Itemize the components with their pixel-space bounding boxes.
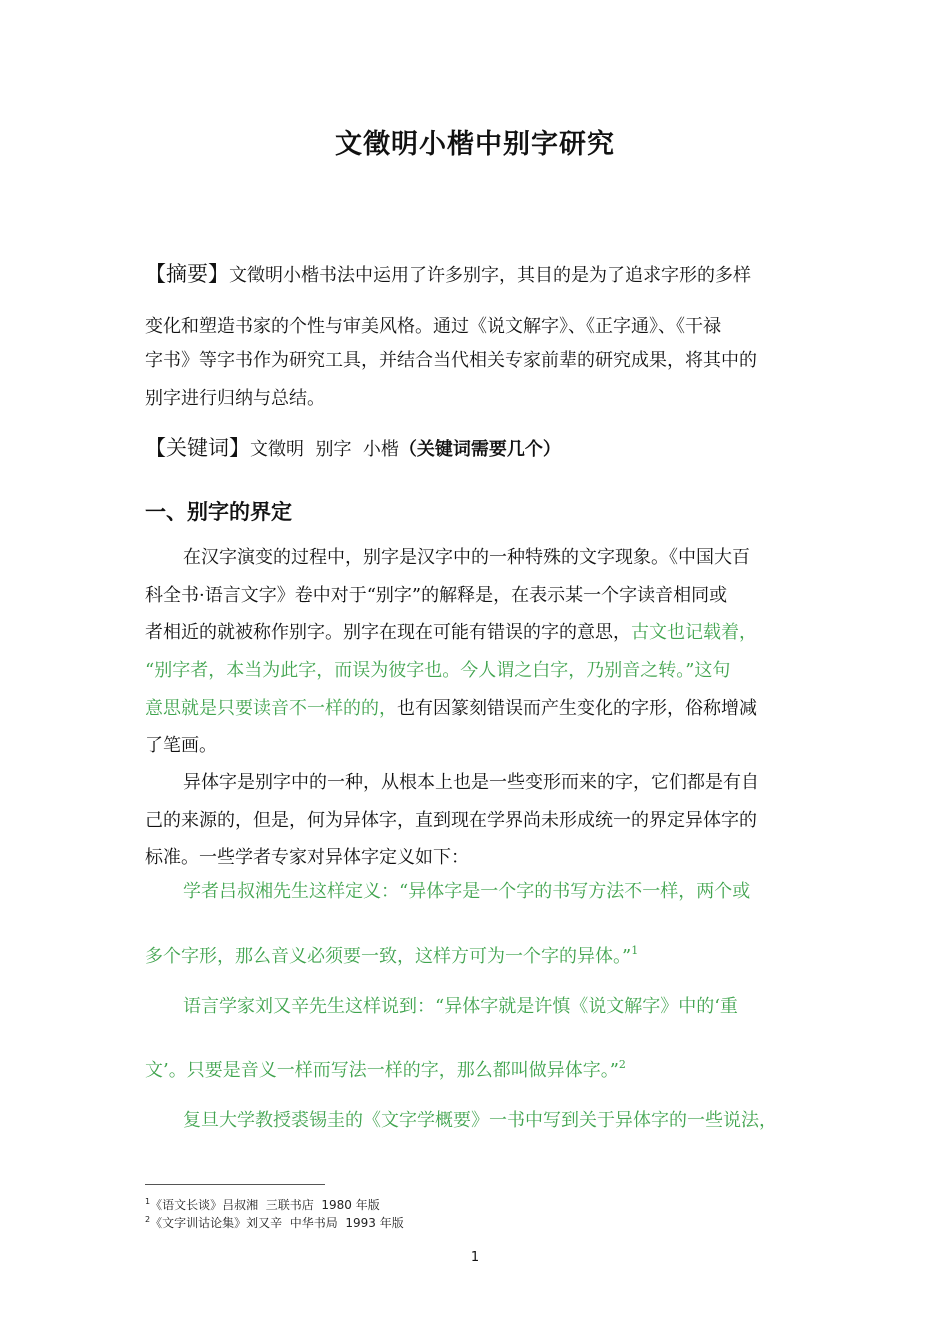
p2-line-1: 异体字是别字中的一种，从根本上也是一些变形而来的字，它们都是有自 [183, 772, 759, 793]
page-number: 1 [470, 1250, 480, 1265]
p1-line-4: “别字者，本当为此字，而误为彼字也。今人谓之白字，乃别音之转。”这句 [145, 660, 731, 681]
keywords-note: （关键词需要几个） [398, 439, 561, 460]
footnote-ref-2[interactable]: 2 [618, 1058, 626, 1071]
abstract-line-1: 【摘要】文徵明小楷书法中运用了许多别字，其目的是为了追求字形的多样 [145, 262, 751, 286]
abstract-label: 【摘要】 [145, 262, 229, 286]
keywords-line [145, 436, 561, 462]
footnote-ref-1[interactable]: 1 [631, 944, 639, 957]
keywords-label: 【关键词】 [145, 436, 250, 460]
quote2-line-2: 文’。只要是音义一样而写法一样的字，那么都叫做异体字。”$^2$ [145, 1058, 626, 1081]
footnote-2: $^2$《文字训诂论集》刘又辛 中华书局 1993 年版 [145, 1215, 404, 1230]
section-heading: 一、别字的界定 [145, 500, 292, 524]
p2-line-3: 标准。一些学者专家对异体字定义如下： [145, 847, 469, 868]
document-title: 文徵明小楷中别字研究 [335, 129, 615, 160]
footnote-1: $^1$《语文长谈》吕叔湘 三联书店 1980 年版 [145, 1197, 380, 1212]
abstract-line-4: 别字进行归纳与总结。 [145, 388, 325, 409]
quote2-line-1: 语言学家刘又辛先生这样说到：“异体字就是许慎《说文解字》中的‘重 [183, 996, 738, 1017]
p1-line-1: 在汉字演变的过程中，别字是汉字中的一种特殊的文字现象。《中国大百 [183, 547, 750, 568]
quote1-line-1: 学者吕叔湘先生这样定义：“异体字是一个字的书写方法不一样，两个或 [183, 881, 751, 902]
quote1-line-2: 多个字形，那么音义必须要一致，这样方可为一个字的异体。”$^1$ [145, 944, 639, 967]
abstract-line-3: 字书》等字书作为研究工具，并结合当代相关专家前辈的研究成果，将其中的 [145, 350, 757, 371]
p1-line-2: 科全书·语言文字》卷中对于“别字”的解释是，在表示某一个字读音相同或 [145, 585, 728, 606]
quote3-line-1: 复旦大学教授裘锡圭的《文字学概要》一书中写到关于异体字的一些说法， [183, 1110, 777, 1131]
p1-line-6: 了笔画。 [145, 735, 217, 756]
p1-line-3: 者相近的就被称作别字。别字在现在可能有错误的字的意思，古文也记载着， [145, 622, 757, 643]
keywords-text: 文徵明 别字 小楷 [250, 439, 399, 460]
p2-line-2: 己的来源的，但是，何为异体字，直到现在学界尚未形成统一的界定异体字的 [145, 810, 757, 831]
p1-line-5: 意思就是只要读音不一样的的，也有因篆刻错误而产生变化的字形，俗称增减 [145, 698, 757, 719]
abstract-line-2: 变化和塑造书家的个性与审美风格。通过《说文解字》、《正字通》、《干禄 [145, 316, 721, 337]
footnote-divider [145, 1184, 325, 1185]
